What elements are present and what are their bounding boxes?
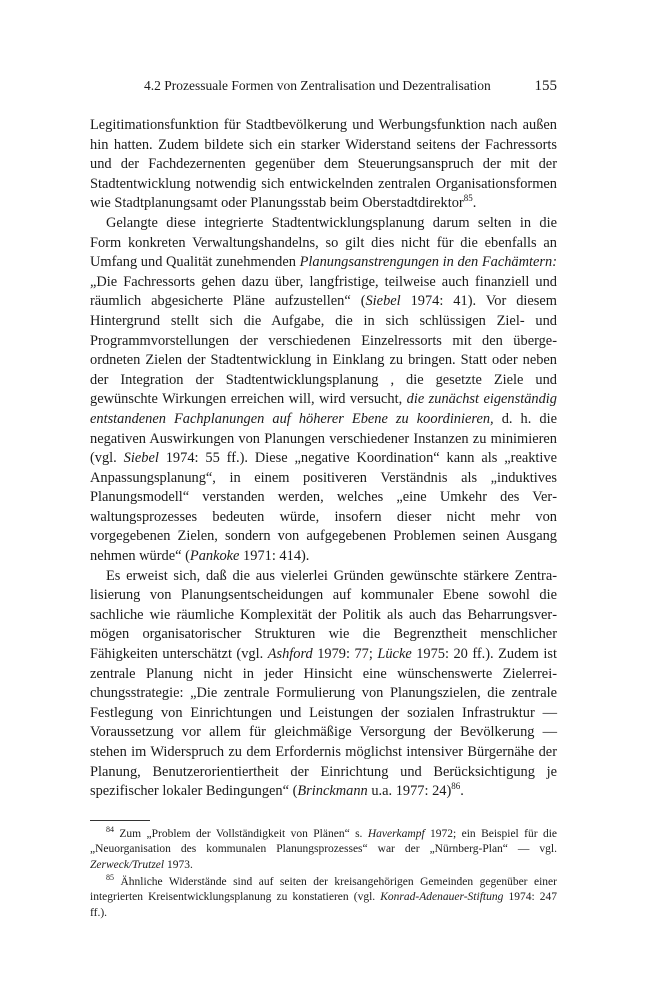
citation-author: Pankoke <box>189 548 240 565</box>
citation-author: Lücke <box>377 646 412 663</box>
footnote-ref-85[interactable]: 85 <box>463 193 473 204</box>
running-title: 4.2 Prozessuale Formen von Zentralisation und Dezentralisation <box>144 78 491 93</box>
footnote-number: 84 <box>106 824 114 834</box>
paragraph-3: Es erweist sich, daß die aus vielerlei Gründen gewünschte stärkere Zentralisierung von Planungsentscheidungen auf kommunaler Ebene sowohl die sachliche wie räumliche Komplexität der Politik als auch das Beharrungsvermögen organisatorischer Strukturen wie die Begrenztheit menschlicher Fähigkeiten unterschätzt (vgl. Ashford 1979: 77; Lücke 1975: 20 ff.). Zudem ist zentrale Planung nicht in jeder Hinsicht eine wünschenswerte Zielerreichungsstrategie: „Die zentrale Formulierung von Planungszielen, die zentrale Festlegung von Einrichtungen und Leistungen der sozialen Infrastruktur — Voraussetzung vor allem für gleichmäßige Versorgung der Bevölkerung — stehen im Widerspruch zu dem Erfordernis möglichst intensiver Bürgernähe der Planung, Benutzerorientiertheit der Einrichtung und Berücksichtigung je spezifischer lokaler Bedingungen“ (Brinckmann u.a. 1977: 24)$^{86}$. <box>90 567 557 800</box>
footnote-rule <box>90 820 150 821</box>
running-head <box>90 78 557 98</box>
citation-author: Konrad-Adenauer-Stiftung <box>380 891 504 904</box>
footnote-85: $^{85}$ Ähnliche Widerstände sind auf seiten der kreisangehörigen Gemeinden gegenüber einer integrierten Kreisentwicklungsplanung zu konstatieren (vgl. Konrad-Adenauer-Stiftung 1974: 247 ff.). <box>90 873 557 919</box>
book-page <box>90 78 557 923</box>
footnote-number: 85 <box>106 873 114 883</box>
citation-author: Zerweck/Trutzel <box>90 858 165 871</box>
footnote-84: $^{84}$ Zum „Problem der Vollständigkeit von Plänen“ s. Haverkampf 1972; ein Beispiel für die „Neuorganisation des kommunalen Planungsprozesses“ war der „Nürnberg-Plan“ — vgl. Zerweck/Trutzel 1973. <box>90 824 557 871</box>
citation-author: Siebel <box>365 293 401 310</box>
paragraph-2: Gelangte diese integrierte Stadtentwicklungsplanung darum selten in die Form konkreten Verwaltungshandelns, so gilt dies nicht für die ebenfalls an Umfang und Qualität zunehmenden Planungsanstrengungen in den Fachämtern: „Die Fachressorts gehen dazu über, langfristige, teilweise auch finanziell und räumlich abgesicherte Pläne aufzustellen“ (Siebel 1974: 41). Vor diesem Hintergrund stellt sich die Aufgabe, die in sich schlüssigen Ziel- und Programmvorstellungen der verschiedenen Einzelressorts mit den übergeordneten Zielen der Stadtentwicklung in Einklang zu bringen. Statt oder neben der Integration der Stadtentwicklungsplanung , die gesetzte Ziele und gewünschte Wirkungen erreichen will, wird versucht, die zunächst eigenständig entstandenen Fachplanungen auf höherer Ebene zu koordinieren, d. h. die negativen Auswirkungen von Planungen verschiedener Instanzen zu minimieren (vgl. Siebel 1974: 55 ff.). Diese „negative Koordination“ kann als „reaktive Anpassungsplanung“, in einem positiveren Verständnis als „induktives Planungsmodell“ verstanden werden, welches „eine Umkehr des Verwaltungsprozesses bedeuten würde, insofern dieser nicht mehr von vorgegebenen Zielen, sondern von aufgegebenen Problemen seinen Ausgang nehmen würde“ (Pankoke 1971: 414). <box>90 214 558 565</box>
footnote-ref-86[interactable]: 86 <box>451 781 461 792</box>
paragraph-1: Legitimationsfunktion für Stadtbevölkerung und Werbungsfunktion nach außen hin hatten. Zudem bildete sich ein starker Widerstand seitens der Fachressorts und der Fachdezernenten gegenüber dem Steuerungsanspruch der mit der Stadtentwicklung notwendig sich entwickelnden zentralen Organisationsformen wie Stadtplanungsamt oder Planungsstab beim Oberstadtdirektor$^{85}$. <box>90 117 557 212</box>
citation-author: Brinckmann <box>297 783 368 800</box>
citation-author: Haverkampf <box>367 827 425 840</box>
page-number: 155 <box>534 78 557 94</box>
footnotes <box>90 820 557 921</box>
citation-author: Siebel <box>123 450 159 467</box>
citation-author: Ashford <box>267 646 313 663</box>
body-text <box>90 116 557 802</box>
